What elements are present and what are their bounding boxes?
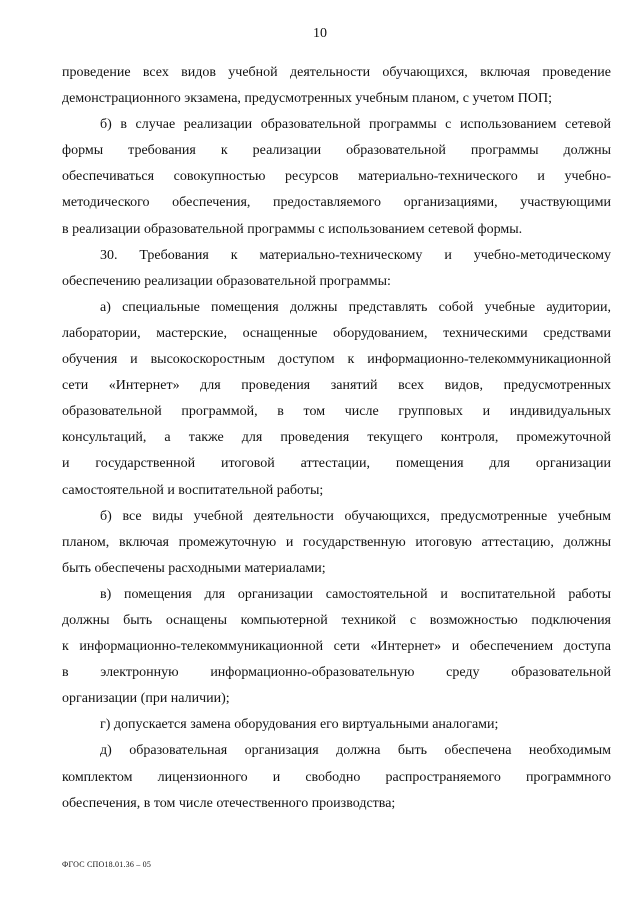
text-line: б) все виды учебной деятельности обучающихся, предусмотренные учебным	[100, 508, 611, 524]
page-number: 10	[313, 26, 327, 41]
text-line: комплектом лицензионного и свободно распространяемого программного	[62, 769, 611, 785]
text-line: 30. Требования к материально-техническому и учебно-методическому	[100, 247, 611, 263]
text-line: д) образовательная организация должна быть обеспечена необходимым	[100, 743, 611, 759]
text-line: формы требования к реализации образовательной программы должны	[62, 143, 611, 159]
text-line: а) специальные помещения должны представлять собой учебные аудитории,	[100, 299, 611, 315]
text-line: самостоятельной и воспитательной работы;	[62, 482, 324, 498]
text-line: к информационно-телекоммуникационной сети «Интернет» и обеспечением доступа	[62, 639, 611, 655]
text-line: обучения и высокоскоростным доступом к информационно-телекоммуникационной	[62, 352, 611, 368]
text-line: методического обеспечения, предоставляемого организациями, участвующими	[62, 195, 611, 211]
text-line: организации (при наличии);	[62, 691, 230, 707]
text-line: г) допускается замена оборудования его виртуальными аналогами;	[100, 717, 499, 733]
text-line: б) в случае реализации образовательной программы с использованием сетевой	[100, 117, 611, 133]
text-line: сети «Интернет» для проведения занятий всех видов, предусмотренных	[62, 378, 611, 394]
text-line: консультаций, а также для проведения текущего контроля, промежуточной	[62, 430, 611, 446]
text-line: в электронную информационно-образовательную среду образовательной	[62, 665, 611, 681]
text-line: демонстрационного экзамена, предусмотренных учебным планом, с учетом ПОП;	[62, 91, 552, 107]
text-line: обеспечению реализации образовательной программы:	[62, 273, 391, 289]
text-line: образовательной программой, в том числе групповых и индивидуальных	[62, 404, 611, 420]
text-line: обеспечиваться совокупностью ресурсов материально-технического и учебно-	[62, 169, 611, 185]
text-line: в реализации образовательной программы с использованием сетевой формы.	[62, 221, 523, 237]
text-line: в) помещения для организации самостоятельной и воспитательной работы	[100, 586, 611, 602]
text-line: и государственной итоговой аттестации, помещения для организации	[62, 456, 611, 472]
text-line: должны быть оснащены компьютерной техникой с возможностью подключения	[62, 612, 611, 628]
text-line: проведение всех видов учебной деятельности обучающихся, включая проведение	[62, 65, 611, 80]
document-body	[62, 60, 611, 817]
text-line: планом, включая промежуточную и государственную итоговую аттестацию, должны	[62, 534, 611, 550]
text-line: лаборатории, мастерские, оснащенные оборудованием, техническими средствами	[62, 325, 611, 341]
footer-document-code: ФГОС СПО18.01.36 – 05	[62, 860, 152, 869]
text-line: обеспечения, в том числе отечественного производства;	[62, 795, 396, 811]
text-line: быть обеспечены расходными материалами;	[62, 560, 326, 576]
